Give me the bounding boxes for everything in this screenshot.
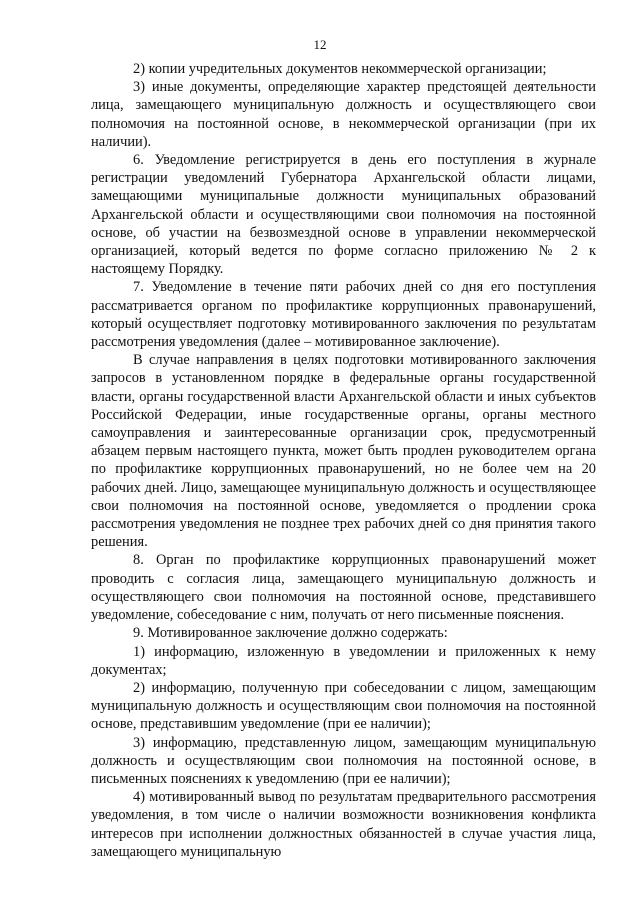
document-body bbox=[91, 60, 596, 861]
paragraph-item-3-other-documents: 3) иные документы, определяющие характер предстоящей деятельности лица, замещающего муниципальную должность и осуществляющего свои полномочия на постоянной основе, в некоммерческой организации (при их наличии). bbox=[91, 79, 596, 150]
paragraph-9-conclusion-contents: 9. Мотивированное заключение должно содержать: bbox=[133, 625, 448, 642]
page-number: 12 bbox=[313, 37, 327, 52]
paragraph-8-interview: 8. Орган по профилактике коррупционных правонарушений может проводить с согласия лица, замещающего муниципальную должность и осуществляющего свои полномочия на постоянной основе, представившего уведомление, собеседование с ним, получать от него письменные пояснения. bbox=[91, 552, 596, 624]
paragraph-9-item-1: 1) информацию, изложенную в уведомлении и приложенных к нему документах; bbox=[91, 643, 596, 678]
paragraph-6-registration: 6. Уведомление регистрируется в день его поступления в журнале регистрации уведомлений Губернатора Архангельской области лицами, замещающими муниципальные должности муниципальных образований Архангельской области и осуществляющими свои полномочия на постоянной основе, об участии на безвозмездной основе в управлении некоммерческой организацией, который ведется по форме согласно приложению № 2 к настоящему Порядку. bbox=[91, 152, 596, 278]
paragraph-7-review: 7. Уведомление в течение пяти рабочих дней со дня его поступления рассматривается органом по профилактике коррупционных правонарушений, который осуществляет подготовку мотивированного заключения по результатам рассмотрения уведомления (далее – мотивированное заключение). bbox=[91, 279, 596, 351]
paragraph-9-item-2: 2) информацию, полученную при собеседовании с лицом, замещающим муниципальную должность и осуществляющим свои полномочия на постоянной основе, представившим уведомление (при ее наличии); bbox=[91, 679, 596, 733]
paragraph-item-2-copies: 2) копии учредительных документов некоммерческой организации; bbox=[133, 61, 547, 77]
paragraph-7-extension: В случае направления в целях подготовки мотивированного заключения запросов в установленном порядке в федеральные органы государственной власти, органы государственной власти Архангельской области и иных субъектов Российской Федерации, иные государственные органы, органы местного самоуправления и заинтересованные организации срок, предусмотренный абзацем первым настоящего пункта, может быть продлен руководителем органа по профилактике коррупционных правонарушений, но не более чем на 20 рабочих дней. Лицо, замещающее муниципальную должность и осуществляющее свои полномочия на постоянной основе, уведомляется о продлении срока рассмотрения уведомления не позднее трех рабочих дней со дня принятия такого решения. bbox=[91, 352, 596, 551]
paragraph-9-item-3: 3) информацию, представленную лицом, замещающим муниципальную должность и осуществляющим свои полномочия на постоянной основе, в письменных пояснениях к уведомлению (при ее наличии); bbox=[91, 734, 596, 787]
paragraph-9-item-4: 4) мотивированный вывод по результатам предварительного рассмотрения уведомления, в том числе о наличии возможности возникновения конфликта интересов при исполнении должностных обязанностей в случае участия лица, замещающего муниципальную bbox=[91, 789, 596, 860]
